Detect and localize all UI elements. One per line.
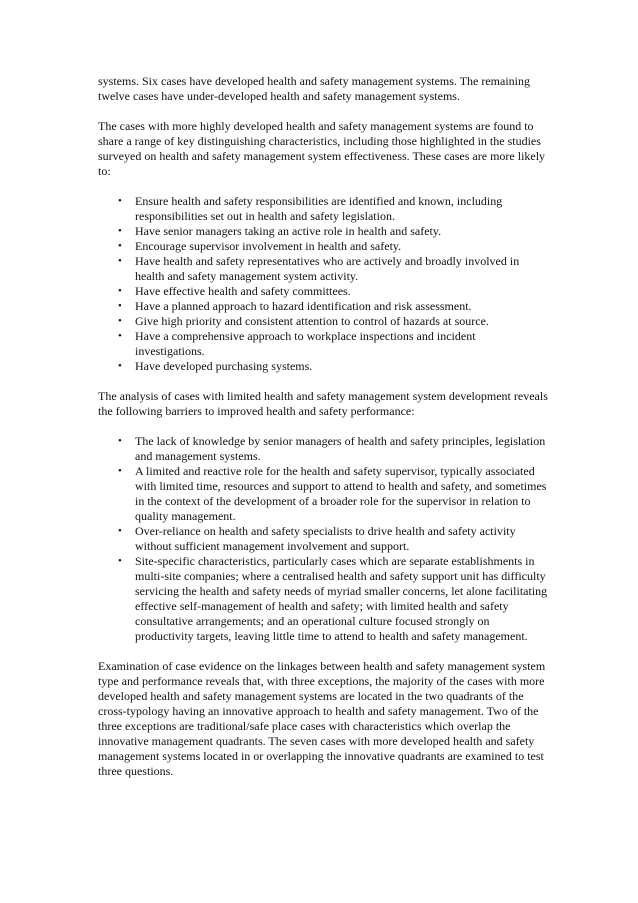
list-item-text: Over-reliance on health and safety specialists to drive health and safety activity without sufficient management involvement and support.	[135, 524, 516, 553]
bullet-icon: •	[118, 285, 122, 297]
list-item	[118, 284, 548, 299]
list-item-text: A limited and reactive role for the health and safety supervisor, typically associated with limited time, resources and support to attend to health and safety, and sometimes in the context of the development of a broader role for the supervisor in relation to quality management.	[135, 464, 547, 523]
bullet-icon: •	[118, 315, 122, 327]
bullet-icon: •	[118, 465, 122, 477]
list-item-text: Site-specific characteristics, particularly cases which are separate establishments in multi-site companies; where a centralised health and safety support unit has difficulty servicing the health and safety needs of myriad smaller concerns, let alone facilitating effective self-management of health and safety; with limited health and safety consultative arrangements; and an operational culture focused strongly on productivity targets, leaving little time to attend to health and safety management.	[135, 554, 548, 643]
list-item	[118, 314, 548, 329]
list-item-text: The lack of knowledge by senior managers of health and safety principles, legislation and management systems.	[135, 434, 546, 463]
bullet-icon: •	[118, 225, 122, 237]
bullet-icon: •	[118, 240, 122, 252]
list-item	[118, 329, 548, 359]
paragraph-intro: systems. Six cases have developed health and safety management systems. The remaining twelve cases have under-developed health and safety management systems.	[98, 74, 530, 103]
list-item-text: Give high priority and consistent attention to control of hazards at source.	[135, 314, 489, 328]
paragraph-examination: Examination of case evidence on the linkages between health and safety management system type and performance reveals that, with three exceptions, the majority of the cases with more developed health and safety management systems are located in the two quadrants of the cross-typology having an innovative approach to health and safety management. Two of the three exceptions are traditional/safe place cases with characteristics which overlap the innovative management quadrants. The seven cases with more developed health and safety management systems located in or overlapping the innovative quadrants are examined to test three questions.	[98, 659, 546, 778]
bullet-icon: •	[118, 255, 122, 267]
bullet-icon: •	[118, 435, 122, 447]
characteristics-list	[98, 194, 548, 374]
list-item-text: Have a comprehensive approach to workplace inspections and incident investigations.	[135, 329, 476, 358]
list-item	[118, 224, 548, 239]
list-item	[118, 434, 548, 464]
list-item	[118, 524, 548, 554]
bullet-icon: •	[118, 300, 122, 312]
list-item	[118, 299, 548, 314]
bullet-icon: •	[118, 330, 122, 342]
bullet-icon: •	[118, 525, 122, 537]
list-item-text: Have senior managers taking an active role in health and safety.	[135, 224, 442, 238]
list-item	[118, 359, 548, 374]
list-item-text: Encourage supervisor involvement in health and safety.	[135, 239, 402, 253]
list-item	[118, 254, 548, 284]
list-item-text: Have health and safety representatives who are actively and broadly involved in health and safety management system activity.	[135, 254, 520, 283]
bullet-icon: •	[118, 360, 122, 372]
bullet-icon: •	[118, 555, 122, 567]
paragraph-barriers: The analysis of cases with limited health and safety management system development reveals the following barriers to improved health and safety performance:	[98, 389, 548, 418]
list-item-text: Have developed purchasing systems.	[135, 359, 313, 373]
list-item	[118, 239, 548, 254]
list-item-text: Have effective health and safety committees.	[135, 284, 351, 298]
list-item-text: Have a planned approach to hazard identification and risk assessment.	[135, 299, 472, 313]
list-item	[118, 464, 548, 524]
list-item-text: Ensure health and safety responsibilities are identified and known, including responsibilities set out in health and safety legislation.	[135, 194, 503, 223]
list-item	[118, 194, 548, 224]
bullet-icon: •	[118, 195, 122, 207]
barriers-list	[98, 434, 548, 644]
list-item	[118, 554, 548, 644]
paragraph-characteristics: The cases with more highly developed health and safety management systems are found to share a range of key distinguishing characteristics, including those highlighted in the studies surveyed on health and safety management system effectiveness. These cases are more likely to:	[98, 119, 546, 178]
